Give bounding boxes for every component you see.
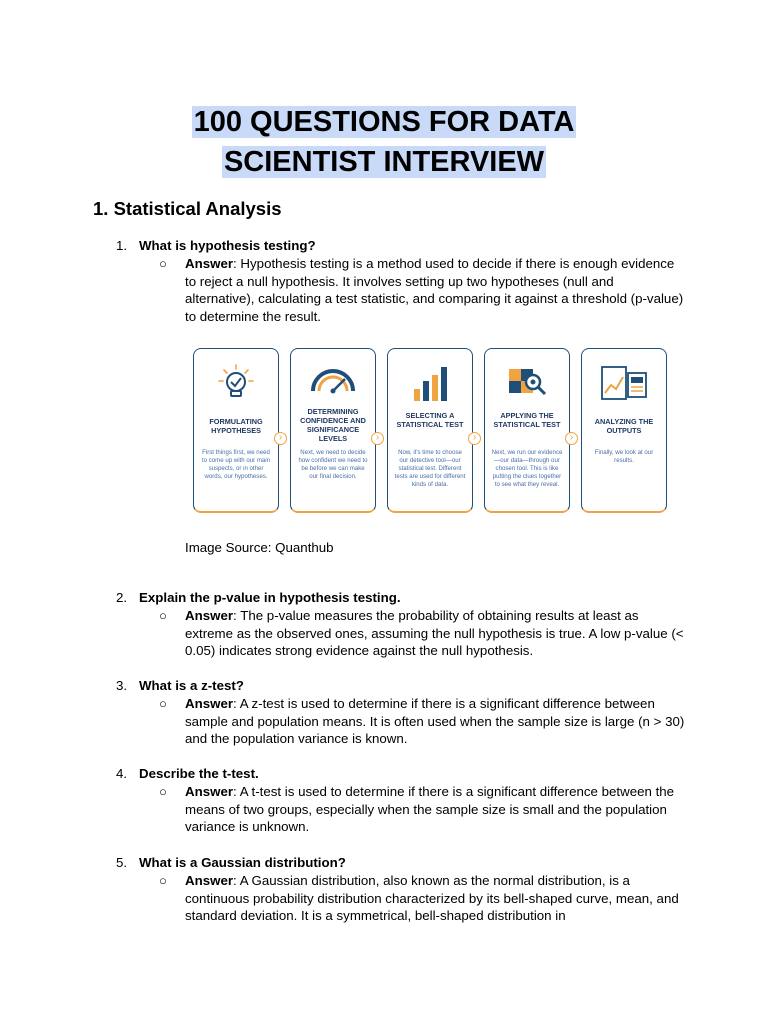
answer-text: : A t-test is used to determine if there is a significant difference between the means of two groups, especially when the sample size is small and the population variance is unknown. — [185, 784, 675, 835]
question-item — [116, 766, 259, 781]
question-text: What is a Gaussian distribution? — [139, 855, 346, 870]
question-text: What is a z-test? — [139, 678, 244, 693]
question-number: 4. — [116, 766, 128, 781]
gauge-icon — [291, 363, 375, 401]
title-line-2: SCIENTIST INTERVIEW — [223, 146, 545, 178]
puzzle-magnifier-icon — [485, 363, 569, 401]
card-description: Now, it's time to choose our detective tool—our statistical test. Different tests are used for different kinds of data. — [394, 449, 466, 488]
card-title: FORMULATING HYPOTHESES — [209, 417, 263, 435]
answer-block — [159, 607, 685, 660]
infographic-card — [193, 348, 279, 513]
answer-text: : Hypothesis testing is a method used to decide if there is enough evidence to reject a null hypothesis. It involves setting up two hypotheses (null and alternative), calculating a test statistic, and comparing it against a threshold (p-value) to determine the result. — [185, 256, 684, 324]
question-text: What is hypothesis testing? — [139, 238, 316, 253]
card-title: DETERMINING CONFIDENCE AND SIGNIFICANCE LEVELS — [300, 407, 366, 443]
question-item — [116, 855, 346, 870]
chevron-right-icon: › — [371, 432, 384, 445]
answer-label: Answer — [185, 784, 234, 799]
answer-label: Answer — [185, 873, 234, 888]
infographic-card — [290, 348, 376, 513]
chevron-right-icon: › — [468, 432, 481, 445]
card-description: Next, we need to decide how confident we need to be before we can make our final decision. — [298, 449, 368, 480]
question-item — [116, 238, 316, 253]
answer-block — [159, 783, 685, 836]
answer-text: : The p-value measures the probability of obtaining results at least as extreme as the observed ones, assuming the null hypothesis is true. A low p-value (< 0.05) indicates strong evidence against the null hypothesis. — [185, 608, 684, 659]
card-description: First things first, we need to come up with our main suspects, or in other words, our hypotheses. — [201, 449, 271, 480]
answer-label: Answer — [185, 256, 234, 271]
answer-block — [159, 255, 685, 325]
answer-block — [159, 695, 685, 748]
answer-label: Answer — [185, 608, 234, 623]
report-chart-icon — [582, 363, 666, 401]
question-number: 1. — [116, 238, 128, 253]
question-number: 5. — [116, 855, 128, 870]
question-text: Explain the p-value in hypothesis testing. — [139, 590, 401, 605]
bullet-icon: ○ — [159, 784, 167, 799]
title-line-1: 100 QUESTIONS FOR DATA — [193, 106, 575, 138]
infographic-card — [581, 348, 667, 513]
card-title: SELECTING A STATISTICAL TEST — [396, 411, 464, 429]
infographic-card — [484, 348, 570, 513]
bullet-icon: ○ — [159, 608, 167, 623]
bar-chart-icon — [388, 363, 472, 401]
question-item — [116, 590, 401, 605]
bullet-icon: ○ — [159, 873, 167, 888]
answer-label: Answer — [185, 696, 234, 711]
card-description: Finally, we look at our results. — [594, 449, 654, 464]
card-title: ANALYZING THE OUTPUTS — [594, 417, 654, 435]
lightbulb-icon — [194, 363, 278, 401]
card-title: APPLYING THE STATISTICAL TEST — [493, 411, 561, 429]
section-heading: 1. Statistical Analysis — [93, 198, 282, 219]
bullet-icon: ○ — [159, 696, 167, 711]
bullet-icon: ○ — [159, 256, 167, 271]
question-text: Describe the t-test. — [139, 766, 259, 781]
question-number: 2. — [116, 590, 128, 605]
answer-block — [159, 872, 685, 925]
answer-text: : A Gaussian distribution, also known as the normal distribution, is a continuous probability distribution characterized by its bell-shaped curve, mean, and standard deviation. It is a symmetrical, bell-shaped distribution in — [185, 873, 679, 924]
chevron-right-icon: › — [274, 432, 287, 445]
question-number: 3. — [116, 678, 128, 693]
document-title — [0, 102, 768, 182]
card-description: Next, we run our evidence—our data—through our chosen tool. This is like putting the clues together to see what they reveal. — [491, 449, 563, 488]
answer-text: : A z-test is used to determine if there is a significant difference between sample and population means. It is often used when the sample size is large (n > 30) and the population variance is known. — [185, 696, 685, 747]
chevron-right-icon: › — [565, 432, 578, 445]
question-item — [116, 678, 244, 693]
hypothesis-testing-infographic — [193, 348, 667, 517]
infographic-card — [387, 348, 473, 513]
image-caption: Image Source: Quanthub — [185, 540, 334, 555]
